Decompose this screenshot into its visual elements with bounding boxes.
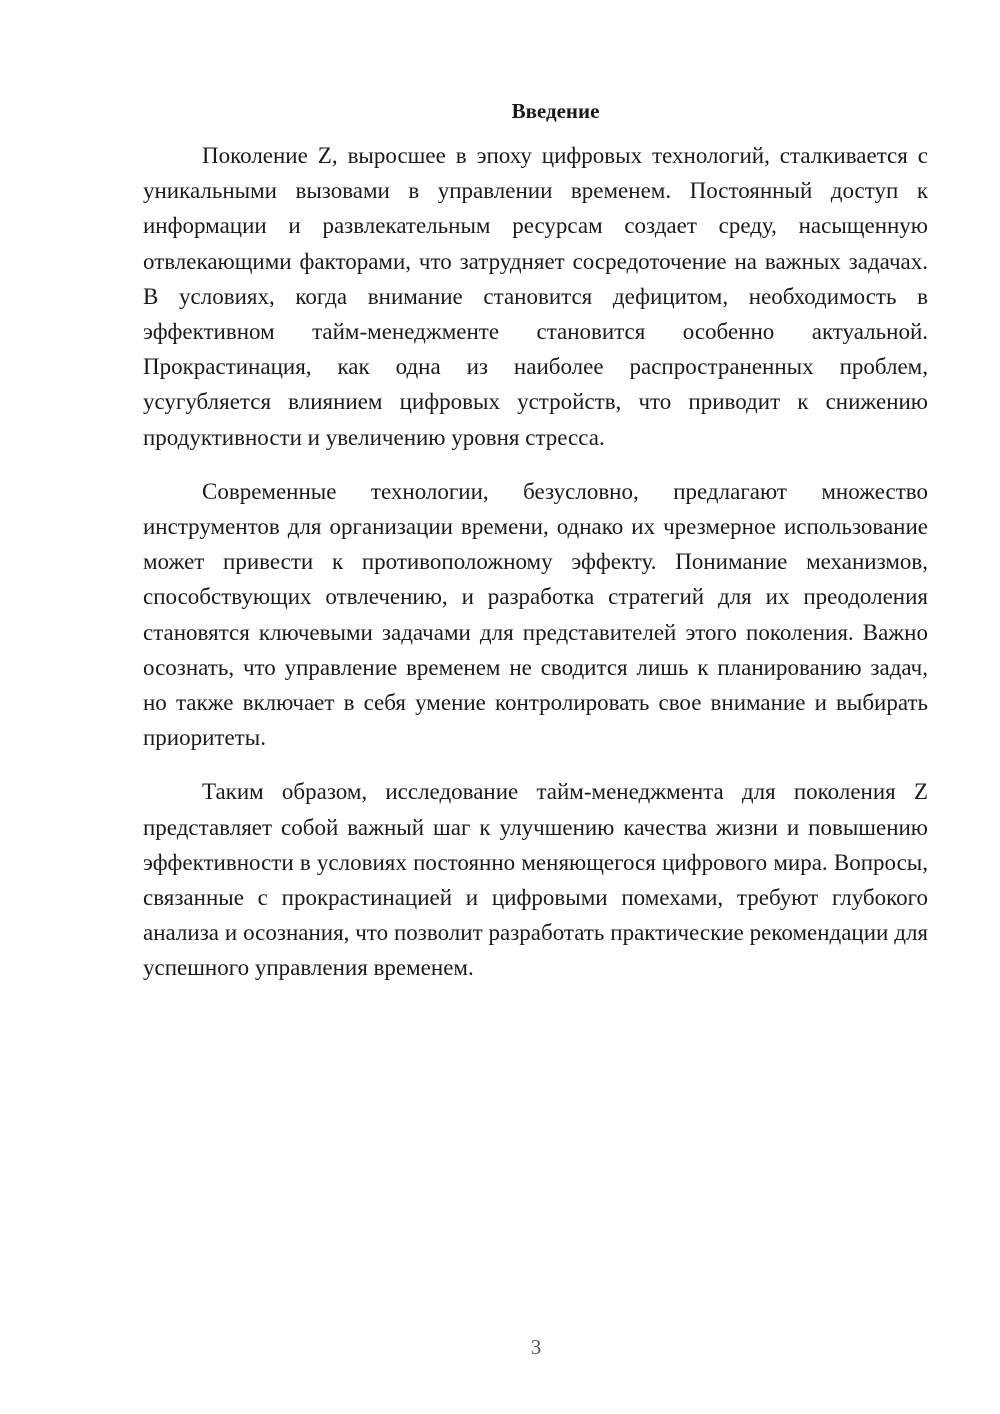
section-heading: Введение (511, 99, 600, 123)
paragraph-2: Современные технологии, безусловно, предлагают множество инструментов для организации времени, однако их чрезмерное использование может привести к противоположному эффекту. Понимание механизмов, способствующих отвлечению, и разработка стратегий для их преодоления становятся ключевыми задачами для представителей этого поколения. Важно осознать, что управление временем не сводится лишь к планированию задач, но также включает в себя умение контролировать свое внимание и выбирать приоритеты. (143, 478, 928, 751)
page-number: 3 (530, 1335, 542, 1359)
paragraph-3: Таким образом, исследование тайм-менеджмента для поколения Z представляет собой важный шаг к улучшению качества жизни и повышению эффективности в условиях постоянно меняющегося цифрового мира. Вопросы, связанные с прокрастинацией и цифровыми помехами, требуют глубокого анализа и осознания, что позволит разработать практические рекомендации для успешного управления временем. (143, 779, 928, 981)
paragraph-1: Поколение Z, выросшее в эпоху цифровых технологий, сталкивается с уникальными вызовами в управлении временем. Постоянный доступ к информации и развлекательным ресурсам создает среду, насыщенную отвлекающими факторами, что затрудняет сосредоточение на важных задачах. В условиях, когда внимание становится дефицитом, необходимость в эффективном тайм-менеджменте становится особенно актуальной. Прокрастинация, как одна из наиболее распространенных проблем, усугубляется влиянием цифровых устройств, что приводит к снижению продуктивности и увеличению уровня стресса. (143, 143, 928, 450)
page-content (143, 96, 928, 1005)
